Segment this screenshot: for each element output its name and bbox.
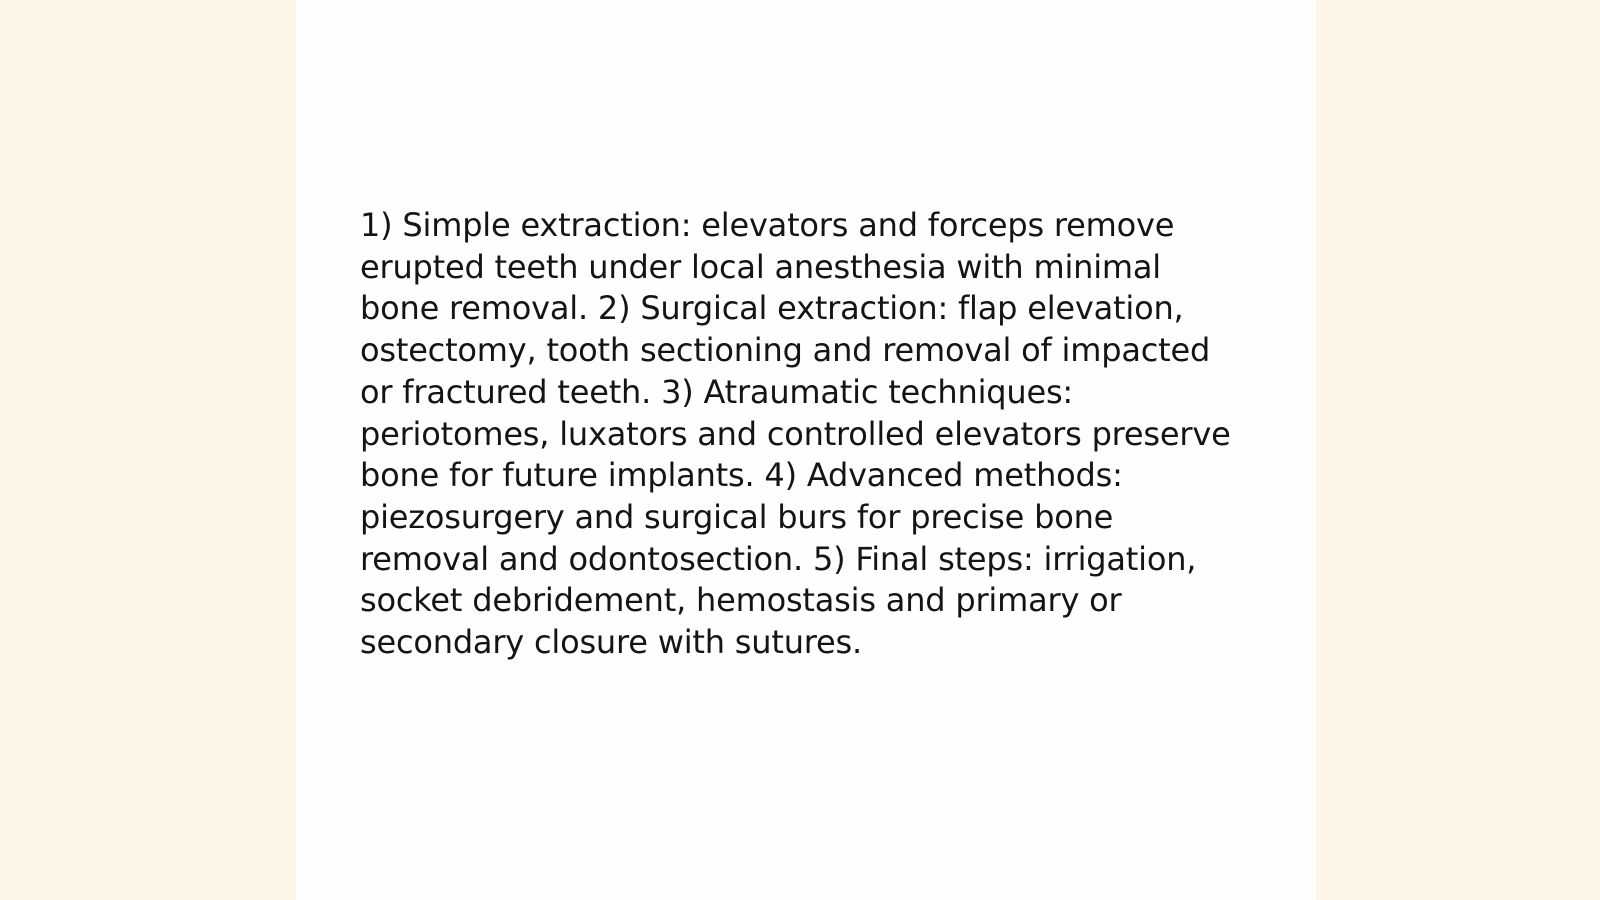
body-paragraph: 1) Simple extraction: elevators and forceps remove erupted teeth under local anesthesia with minimal bone removal. 2) Surgical extraction: flap elevation, ostectomy, tooth sectioning and removal of impacted or fractured teeth. 3) Atraumatic techniques: periotomes, luxators and controlled elevators preserve bone for future implants. 4) Advanced methods: piezosurgery and surgical burs for precise bone removal and odontosection. 5) Final steps: irrigation, socket debridement, hemostasis and primary or secondary closure with sutures. bbox=[360, 206, 1231, 662]
